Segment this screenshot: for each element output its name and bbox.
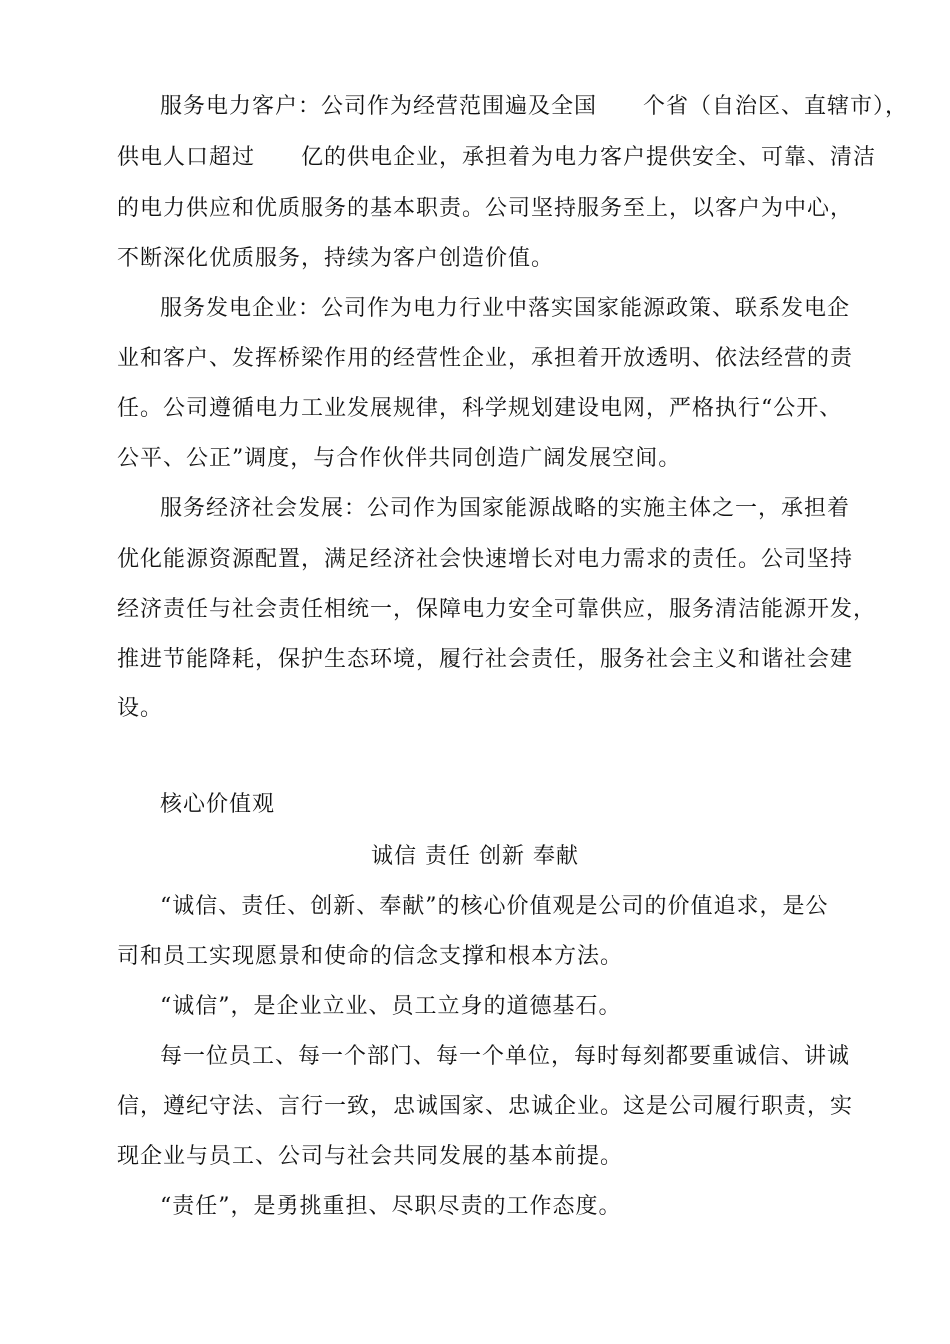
customers-line-2: 供电人口超过 亿的供电企业，承担着为电力客户提供安全、可靠、清洁 xyxy=(117,145,877,170)
generators-line-3: 任。公司遵循电力工业发展规律，科学规划建设电网，严格执行“公开、 xyxy=(117,396,843,421)
core-values-motto: 诚信 责任 创新 奉献 xyxy=(371,844,579,869)
economy-line-4: 推进节能降耗，保护生态环境，履行社会责任，服务社会主义和谐社会建 xyxy=(117,647,854,672)
economy-line-2: 优化能源资源配置，满足经济社会快速增长对电力需求的责任。公司坚持 xyxy=(117,547,854,572)
economy-line-1: 服务经济社会发展：公司作为国家能源战略的实施主体之一，承担着 xyxy=(160,496,851,521)
generators-line-4: 公平、公正”调度，与合作伙伴共同创造广阔发展空间。 xyxy=(117,446,682,471)
core-values-intro-line-2: 司和员工实现愿景和使命的信念支撑和根本方法。 xyxy=(117,944,624,969)
integrity-body-line-1: 每一位员工、每一个部门、每一个单位，每时每刻都要重诚信、讲诚 xyxy=(160,1044,851,1069)
customers-line-4: 不断深化优质服务，持续为客户创造价值。 xyxy=(117,246,555,271)
integrity-title: “诚信”，是企业立业、员工立身的道德基石。 xyxy=(160,994,622,1019)
core-values-heading: 核心价值观 xyxy=(160,792,276,817)
generators-line-1: 服务发电企业：公司作为电力行业中落实国家能源政策、联系发电企 xyxy=(160,296,851,321)
integrity-body-line-2: 信，遵纪守法、言行一致，忠诚国家、忠诚企业。这是公司履行职责，实 xyxy=(117,1094,854,1119)
economy-line-5: 设。 xyxy=(117,696,164,721)
responsibility-title: “责任”，是勇挑重担、尽职尽责的工作态度。 xyxy=(160,1194,622,1219)
core-values-intro-line-1: “诚信、责任、创新、奉献”的核心价值观是公司的价值追求，是公 xyxy=(160,894,829,919)
customers-line-1: 服务电力客户：公司作为经营范围遍及全国 个省（自治区、直辖市）， xyxy=(160,94,909,119)
generators-line-2: 业和客户、发挥桥梁作用的经营性企业，承担着开放透明、依法经营的责 xyxy=(117,346,854,371)
economy-line-3: 经济责任与社会责任相统一，保障电力安全可靠供应，服务清洁能源开发， xyxy=(117,597,877,622)
integrity-body-line-3: 现企业与员工、公司与社会共同发展的基本前提。 xyxy=(117,1144,624,1169)
customers-line-3: 的电力供应和优质服务的基本职责。公司坚持服务至上，以客户为中心， xyxy=(117,196,854,221)
